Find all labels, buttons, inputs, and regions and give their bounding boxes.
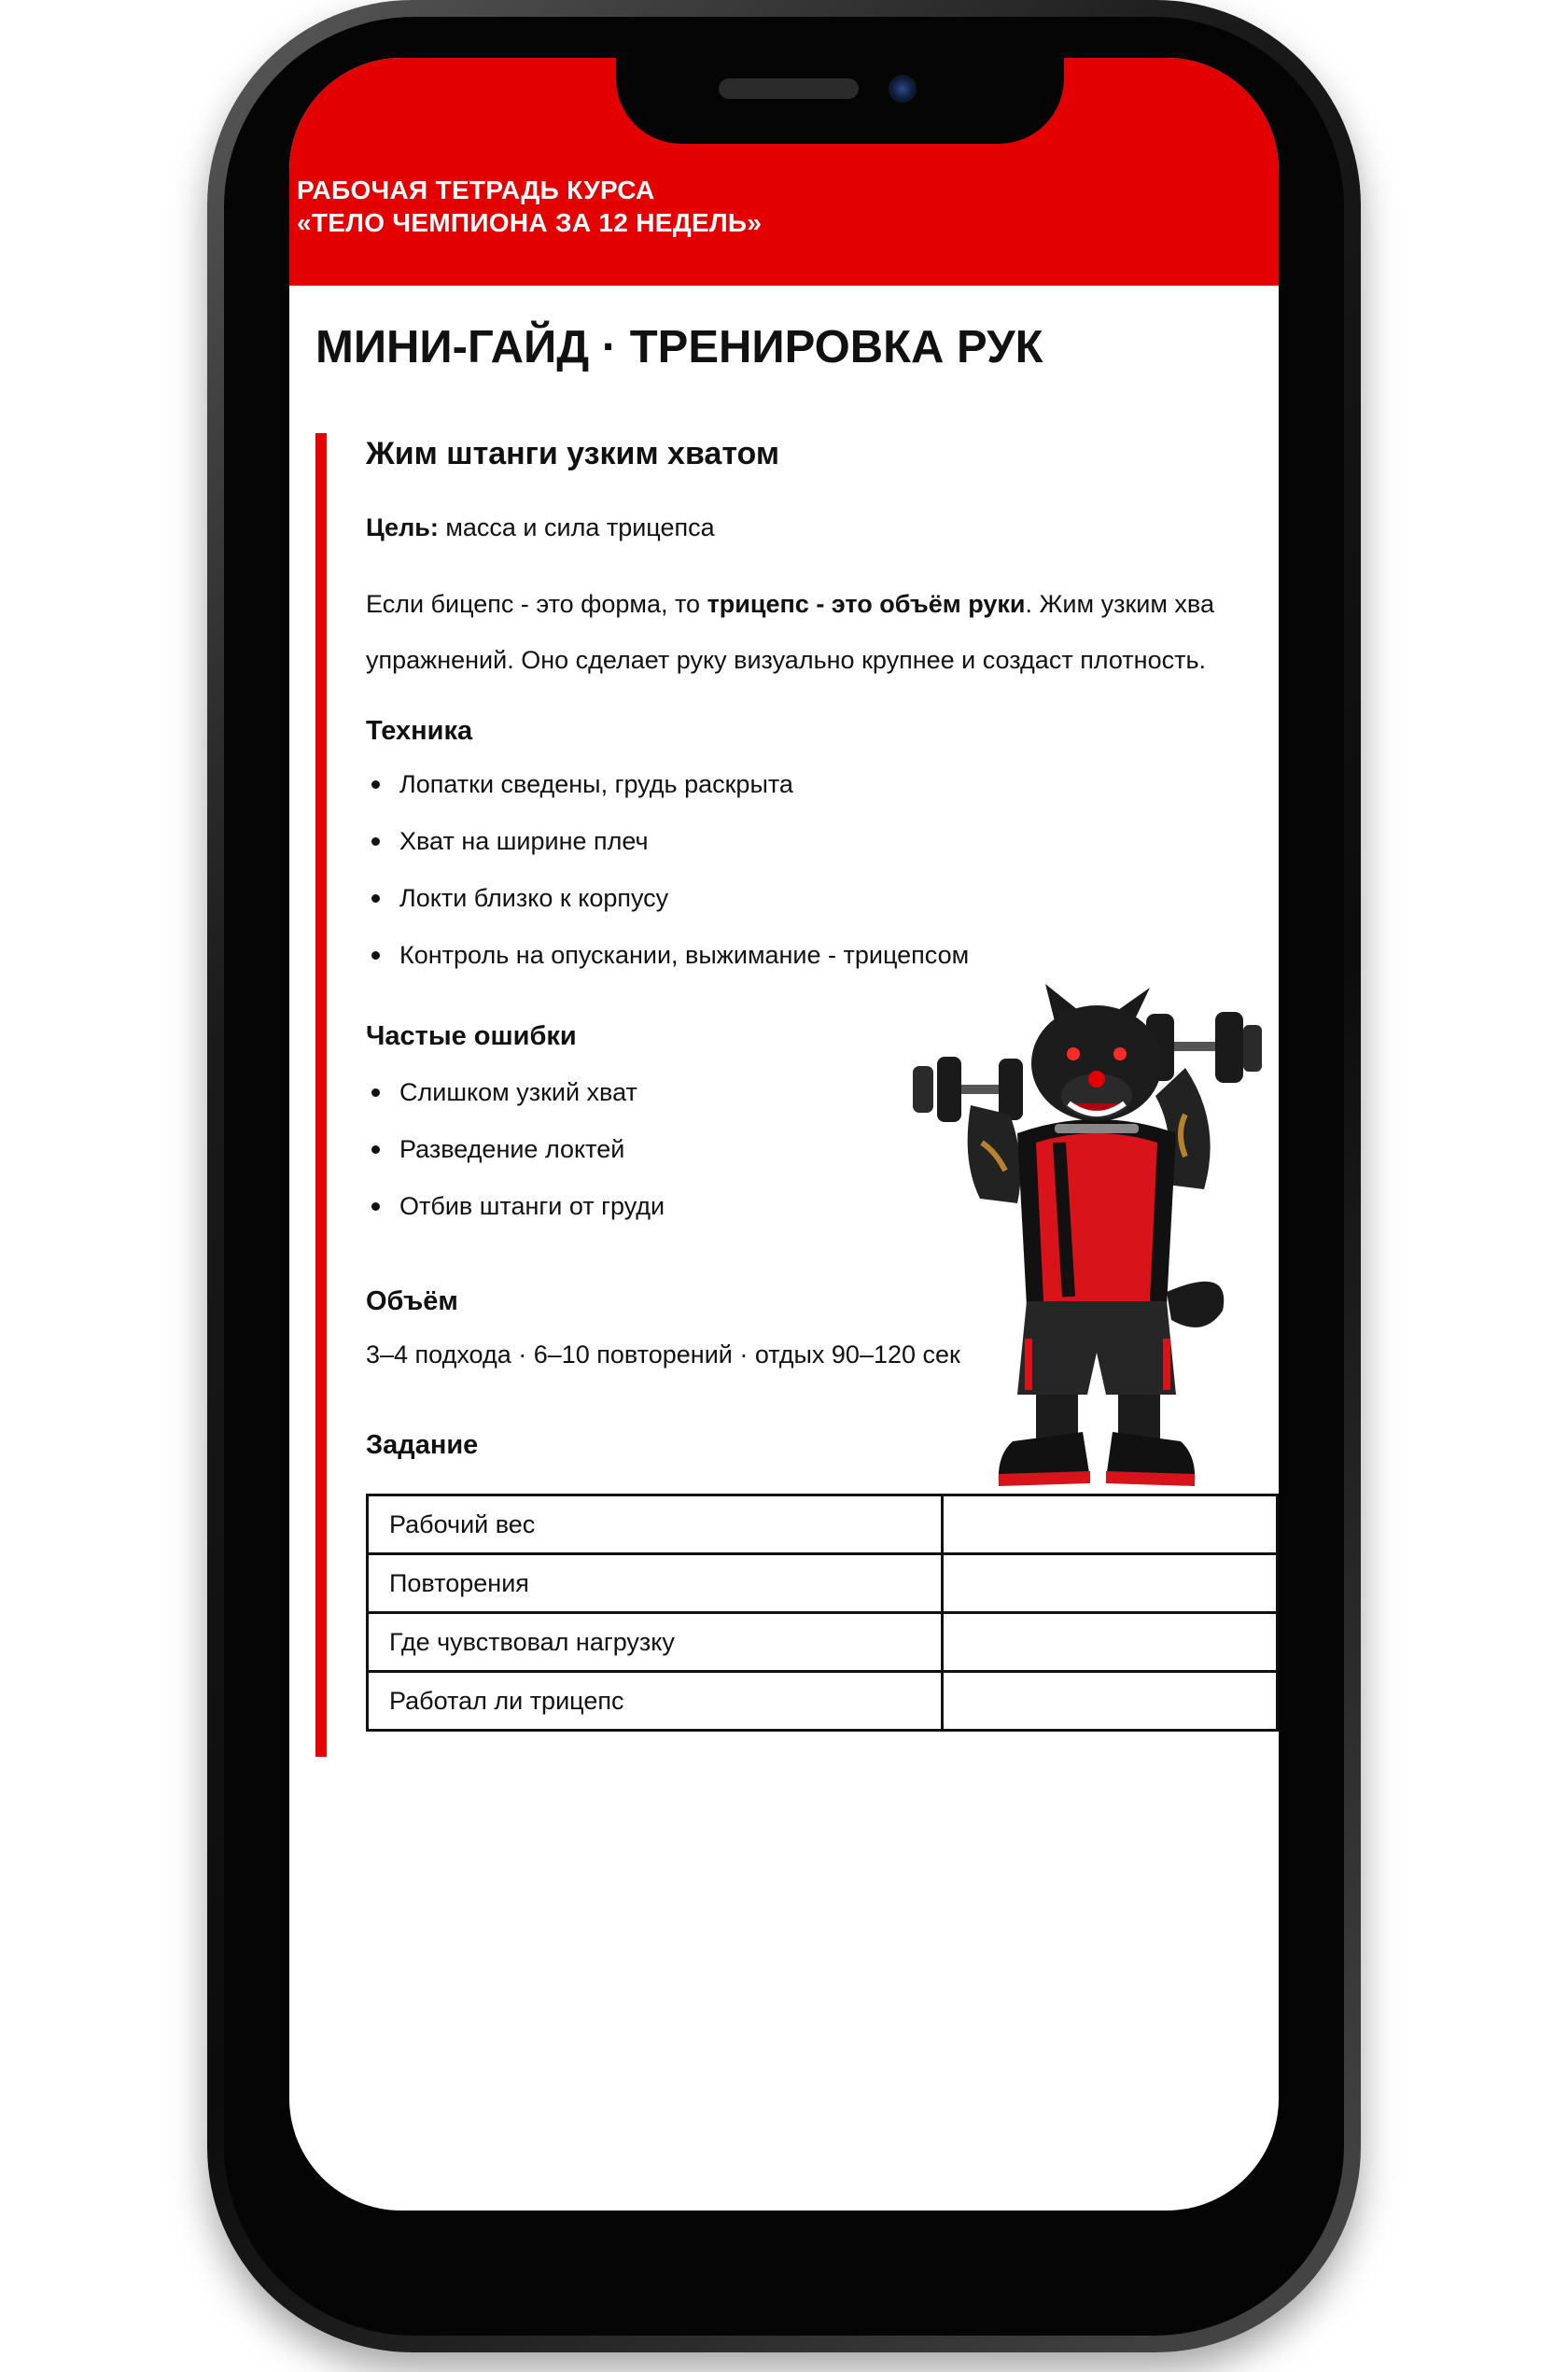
table-cell-label: Рабочий вес bbox=[368, 1495, 943, 1554]
mistakes-list bbox=[366, 1078, 665, 1249]
list-item: Разведение локтей bbox=[366, 1135, 665, 1192]
goal-text: масса и сила трицепса bbox=[438, 513, 715, 541]
task-table bbox=[366, 1494, 1279, 1732]
desc-line-2: упражнений. Оно сделает руку визуально крупнее и создаст плотность. bbox=[366, 646, 1207, 674]
phone-screen bbox=[289, 58, 1279, 2211]
exercise-description bbox=[366, 576, 1214, 688]
goal-label: Цель: bbox=[366, 513, 439, 541]
table-cell-input[interactable] bbox=[942, 1495, 1277, 1554]
exercise-title: Жим штанги узким хватом bbox=[366, 436, 779, 471]
workbook-header bbox=[297, 174, 762, 239]
list-item: Контроль на опускании, выжимание - трицепсом bbox=[366, 941, 969, 998]
desc-part-1: Если бицепс - это форма, то bbox=[366, 590, 707, 618]
table-cell-label: Повторения bbox=[368, 1554, 943, 1613]
accent-bar bbox=[315, 433, 327, 1757]
wolf-mascot-image bbox=[905, 984, 1279, 1497]
page-title: МИНИ-ГАЙД · ТРЕНИРОВКА РУК bbox=[315, 322, 1043, 372]
table-row bbox=[368, 1672, 1278, 1731]
desc-part-2: . Жим узким хва bbox=[1025, 590, 1214, 618]
table-row bbox=[368, 1613, 1278, 1672]
table-row bbox=[368, 1554, 1278, 1613]
table-cell-input[interactable] bbox=[942, 1672, 1277, 1731]
table-cell-label: Где чувствовал нагрузку bbox=[368, 1613, 943, 1672]
table-cell-input[interactable] bbox=[942, 1554, 1277, 1613]
mistakes-heading: Частые ошибки bbox=[366, 1021, 577, 1051]
list-item: Хват на ширине плеч bbox=[366, 827, 969, 884]
header-line-2: «ТЕЛО ЧЕМПИОНА ЗА 12 НЕДЕЛЬ» bbox=[297, 208, 763, 237]
list-item: Лопатки сведены, грудь раскрыта bbox=[366, 770, 969, 827]
left-dumbbell bbox=[913, 1057, 1023, 1122]
list-item: Локти близко к корпусу bbox=[366, 884, 969, 941]
technique-list bbox=[366, 770, 969, 998]
task-heading: Задание bbox=[366, 1430, 479, 1460]
desc-bold: трицепс - это объём руки bbox=[707, 590, 1026, 618]
list-item: Слишком узкий хват bbox=[366, 1078, 665, 1135]
volume-heading: Объём bbox=[366, 1286, 458, 1316]
technique-heading: Техника bbox=[366, 716, 473, 746]
list-item: Отбив штанги от груди bbox=[366, 1192, 665, 1249]
volume-text: 3–4 подхода · 6–10 повторений · отдых 90–120 сек bbox=[366, 1340, 960, 1368]
header-line-1: РАБОЧАЯ ТЕТРАДЬ КУРСА bbox=[297, 175, 655, 204]
table-cell-label: Работал ли трицепс bbox=[368, 1672, 943, 1731]
table-cell-input[interactable] bbox=[942, 1613, 1277, 1672]
front-camera-icon bbox=[889, 75, 917, 103]
wolf-head bbox=[1031, 984, 1162, 1133]
earpiece-speaker bbox=[719, 78, 859, 99]
exercise-goal bbox=[366, 513, 715, 542]
table-row bbox=[368, 1495, 1278, 1554]
right-dumbbell bbox=[1146, 1012, 1262, 1083]
